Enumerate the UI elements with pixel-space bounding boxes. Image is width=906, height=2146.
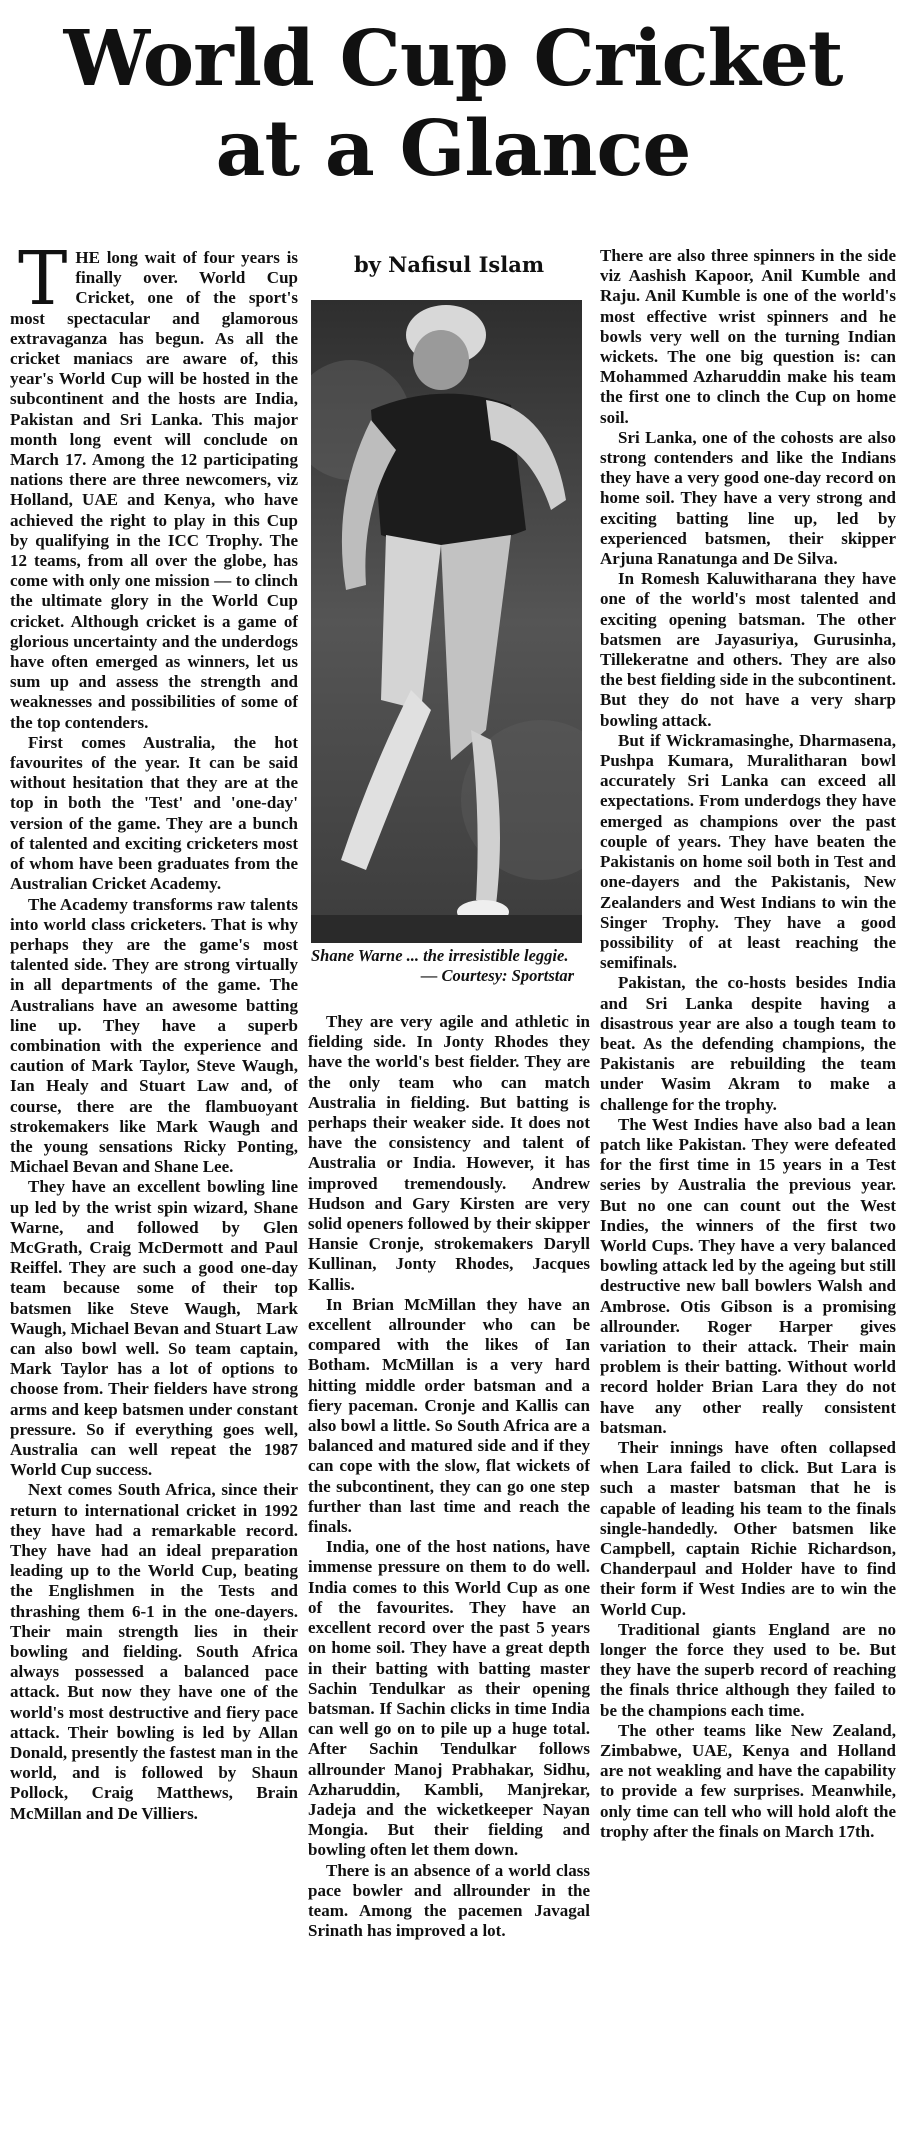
- byline: by Nafisul Islam: [353, 252, 545, 277]
- article-paragraph: Sri Lanka, one of the cohosts are also strong contenders and like the Indians they have a very good one-day record on home soil. They have a very strong and exciting batting line up, led by experienced batsmen, their skipper Arjuna Ranatunga and De Silva.: [600, 427, 896, 569]
- article-paragraph: In Brian McMillan they have an excellent allrounder who can be compared with the likes of Ian Botham. McMillan is a very hard hitting middle order batsman and a fiery paceman. Cronje and Kallis can also bowl a little. So South Africa are a balanced and matured side and if they can cope with the slow, flat wickets of the subcontinent, they can go one step further than last time and reach the finals.: [308, 1294, 590, 1537]
- headline-line-2: at a Glance: [215, 104, 691, 194]
- article-paragraph: THE long wait of four years is finally over. World Cup Cricket, one of the sport's most spectacular and glamorous extravaganza has begun. As all the cricket maniacs are aware of, this year's World Cup will be hosted in the subcontinent and the hosts are India, Pakistan and Sri Lanka. This major month long event will conclude on March 17. Among the 12 participating nations there are three newcomers, viz Holland, UAE and Kenya, who have achieved the right to play in this Cup by qualifying in the ICC Trophy. The 12 teams, from all over the globe, has come with only one mission — to clinch the ultimate glory in the World Cup cricket. Although cricket is a game of glorious uncertainty and the underdogs have often emerged as winners, let us sum up and assess the strength and weaknesses and possibilities of some of the top contenders.: [10, 248, 298, 732]
- article-column-3: [600, 246, 896, 2130]
- article-column-1: [10, 248, 298, 2132]
- article-paragraph: Pakistan, the co-hosts besides India and Sri Lanka despite having a disastrous year are also a tough team to beat. As the defending champions, the Pakistanis are rebuilding the team under Wasim Akram to make a challenge for the trophy.: [600, 973, 896, 1114]
- article-column-2: [308, 1012, 590, 2132]
- photo-credit: — Courtesy: Sportstar: [420, 966, 574, 985]
- article-paragraph: There are also three spinners in the side viz Aashish Kapoor, Anil Kumble and Raju. Anil Kumble is one of the world's most effective wrist spinners and he bowls very well on the turning Indian wickets. The one big question is: can Mohammed Azharuddin make his team the first one to clinch the Cup on home soil.: [600, 246, 896, 427]
- article-paragraph: The West Indies have also bad a lean patch like Pakistan. They were defeated for the first time in 15 years in a Test series by Australia the previous year. But no one can count out the West Indies, the winners of the first two World Cups. They have a very balanced bowling attack led by the ageing but still destructive new ball bowlers Walsh and Ambrose. Otis Gibson is a promising allrounder. Roger Harper gives variation to their attack. Their main problem is their batting. Without world record holder Brian Lara they do not have any other really consistent batsman.: [600, 1114, 896, 1437]
- article-paragraph: They have an excellent bowling line up led by the wrist spin wizard, Shane Warne, and followed by Glen McGrath, Craig McDermott and Paul Reiffel. They are such a good one-day team because some of their top batsmen like Steve Waugh, Mark Waugh, Michael Bevan and Stuart Law can also bowl well. So team captain, Mark Taylor has a lot of options to choose from. Their fielders have strong arms and keep batsmen under constant pressure. So if everything goes well, Australia can well repeat the 1987 World Cup success.: [10, 1177, 298, 1480]
- article-paragraph: The Academy transforms raw talents into world class cricketers. That is why perhaps they are the game's most talented side. They are strong virtually in all departments of the game. The Australians have an awesome batting line up. They have a superb combination with the experience and caution of Mark Taylor, Steve Waugh, Ian Healy and Stuart Law and, of course, there are the flambuoyant strokemakers like Mark Waugh and the young sensations Ricky Ponting, Michael Bevan and Shane Lee.: [10, 894, 298, 1177]
- article-paragraph: India, one of the host nations, have immense pressure on them to do well. India comes to this World Cup as one of the favourites. They have an excellent record over the past 5 years on home soil. They have a great depth in their batting with batting master Sachin Tendulkar as their opening batsman. If Sachin clicks in time India can well go on to pile up a huge total. After Sachin Tendulkar follows allrounder Manoj Prabhakar, Sidhu, Azharuddin, Kambli, Manjrekar, Jadeja and the wicketkeeper Nayan Mongia. But their fielding and bowling often let them down.: [308, 1537, 590, 1860]
- article-paragraph: In Romesh Kaluwitharana they have one of the world's most talented and exciting opening batsman. The other batsmen are Jayasuriya, Gurusinha, Tillekeratne and others. They are also the best fielding side in the subcontinent. But they do not have a very sharp bowling attack.: [600, 569, 896, 730]
- cricketer-bowling-icon: [311, 300, 582, 943]
- article-paragraph: There is an absence of a world class pace bowler and allrounder in the team. Among the pacemen Javagal Srinath has improved a lot.: [308, 1860, 590, 1941]
- photo-caption: [311, 946, 582, 986]
- caption-text: Shane Warne ... the irresistible leggie.: [311, 946, 569, 965]
- article-paragraph: The other teams like New Zealand, Zimbabwe, UAE, Kenya and Holland are not weakling and have the capability to provide a few surprises. Meanwhile, only time can tell who will hold aloft the trophy after the finals on March 17th.: [600, 1720, 896, 1841]
- article-paragraph: First comes Australia, the hot favourites of the year. It can be said without hesitation that they are at the top in both the 'Test' and 'one-day' version of the game. They are a bunch of talented and exciting cricketers most of whom have been graduates from the Australian Cricket Academy.: [10, 732, 298, 894]
- article-paragraph: But if Wickramasinghe, Dharmasena, Pushpa Kumara, Muralitharan bowl accurately Sri Lanka can exceed all expectations. From underdogs they have emerged as champions over the past couple of years. They have beaten the Pakistanis on home soil both in Test and one-dayers and the Pakistanis, New Zealanders and West Indians to win the Singer Trophy. They have a good possibility of at least reaching the semifinals.: [600, 730, 896, 973]
- article-paragraph: Next comes South Africa, since their return to international cricket in 1992 they have had a remarkable record. They have had an ideal preparation leading up to the World Cup, beating the Englishmen in the Tests and thrashing them 6-1 in the one-dayers. Their main strength lies in their bowling and fielding. South Africa always possessed a balanced pace attack. But now they have one of the world's most destructive and fiery pace attack. Their bowling is led by Allan Donald, presently the fastest man in the world, and is followed by Shaun Pollock, Craig Matthews, Brain McMillan and De Villiers.: [10, 1480, 298, 1823]
- article-paragraph: Traditional giants England are no longer the force they used to be. But they have the superb record of reaching the finals thrice although they failed to be the champions each time.: [600, 1619, 896, 1720]
- drop-cap: T: [18, 248, 68, 322]
- headline: [0, 14, 906, 194]
- cricketer-bowling-photo: [311, 300, 582, 943]
- headline-line-1: World Cup Cricket: [63, 14, 843, 104]
- article-paragraph: They are very agile and athletic in fielding side. In Jonty Rhodes they have the world's best fielder. They are the only team who can match Australia in fielding. But batting is perhaps their weaker side. It does not have the consistency and talent of Australia or India. However, it has improved tremendously. Andrew Hudson and Gary Kirsten are very solid openers followed by their skipper Hansie Cronje, strokemakers Daryll Kullinan, Jonty Rhodes, Jacques Kallis.: [308, 1012, 590, 1294]
- article-paragraph: Their innings have often collapsed when Lara failed to click. But Lara is such a master batsman that he is capable of leading his team to the finals single-handedly. Other batsmen like Campbell, captain Richie Richardson, Chanderpaul and Holder have to find their form if West Indies are to win the World Cup.: [600, 1437, 896, 1619]
